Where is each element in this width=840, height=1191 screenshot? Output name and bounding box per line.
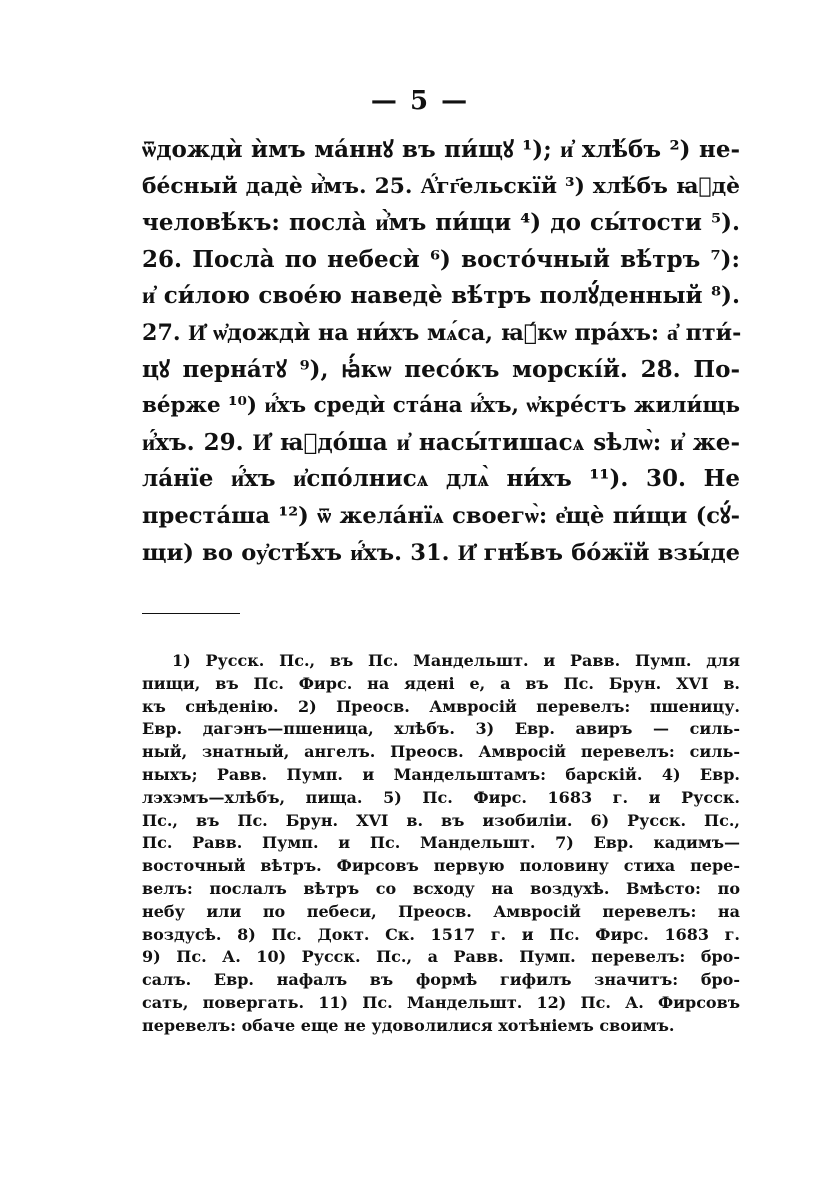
text-line: бе́сный дадѐ и҆̀мъ. 25. А҆́гг҃ельскїй ³) хлѣ́бъ ꙗ҆дѐ bbox=[142, 173, 740, 199]
footnote-line: восточный вѣтръ. Фирсовъ первую половину стиха пере- bbox=[142, 856, 740, 876]
footnote-line: пищи, въ Пс. Фирс. на ядені е, а въ Пс. Брун. XVI в. bbox=[142, 673, 740, 693]
footnote-line: воздусѣ. 8) Пс. Докт. Ск. 1517 г. и Пс. Фирс. 1683 г. bbox=[142, 924, 740, 944]
footnote-line: сать, повергать. 11) Пс. Мандельшт. 12) Пс. А. Фирсовъ bbox=[142, 992, 740, 1012]
footnote-line: ныхъ; Равв. Пумп. и Мандельштамъ: барскій. 4) Евр. bbox=[142, 764, 740, 784]
footnote-line: Евр. дагэнъ—пшеница, хлѣбъ. 3) Евр. авиръ — силь- bbox=[142, 719, 740, 739]
footnote-line: 9) Пс. А. 10) Русск. Пс., а Равв. Пумп. перевелъ: бро- bbox=[142, 947, 740, 967]
text-line: и҆́хъ. 29. И҆ ꙗ҆до́ша и҆ насы́тишасѧ ѕѣлѡ̀: и҆ же- bbox=[142, 428, 740, 456]
text-line: 26. Посла̀ по небесѝ ⁶) восто́чный вѣ́тръ ⁷): bbox=[142, 245, 740, 273]
footnote-line: лэхэмъ—хлѣбъ, пища. 5) Пс. Фирс. 1683 г. и Русск. bbox=[142, 787, 740, 807]
text-line: ве́рже ¹⁰) и҆́хъ средѝ ста́на и҆́хъ, ѡ҆кре́стъ жили́щь bbox=[142, 393, 740, 419]
text-line: щи) во оу҆стѣ́хъ и҆́хъ. 31. И҆ гнѣ́въ бо́жїй взы́де bbox=[142, 539, 740, 566]
footnote-line: 1) Русск. Пс., въ Пс. Мандельшт. и Равв. Пумп. для bbox=[172, 651, 740, 670]
footnote-line: ный, знатный, ангелъ. Преосв. Амвросій перевелъ: силь- bbox=[142, 742, 740, 762]
text-line: преста́ша ¹²) ѿ жела́нїѧ своегѡ̀: е҆щѐ пи́щи (сꙋ́- bbox=[142, 502, 740, 529]
text-line: ла́нїе и҆́хъ и҆спо́лнисѧ длѧ̀ ни́хъ ¹¹). 30. Не bbox=[142, 465, 740, 493]
text-line: и҆ си́лою свое́ю наведѐ вѣ́тръ полꙋ́денный ⁸). bbox=[142, 282, 740, 310]
text-line: цꙋ перна́тꙋ ⁹), ꙗ҆́кѡ песо́къ морскі́й. 28. По- bbox=[142, 355, 740, 383]
main-text-block bbox=[142, 132, 740, 571]
footnotes-block bbox=[142, 650, 740, 1038]
footnote-line: Пс., въ Пс. Брун. XVI в. въ изобиліи. 6) Русск. Пс., bbox=[142, 810, 740, 830]
text-line: человѣ́къ: посла̀ и҆̀мъ пи́щи ⁴) до сы́тости ⁵). bbox=[142, 209, 740, 237]
text-line: ѿдождѝ ѝмъ ма́ннꙋ въ пи́щꙋ ¹); и҆ хлѣ́бъ ²) не- bbox=[142, 136, 740, 163]
footnote-line: небу или по пебеси, Преосв. Амвросій перевелъ: на bbox=[142, 901, 740, 921]
footnote-line: салъ. Евр. нафалъ въ формѣ гифилъ значитъ: бро- bbox=[142, 970, 740, 990]
footnote-line: велъ: послалъ вѣтръ со всходу на воздухѣ. Вмѣсто: по bbox=[142, 878, 740, 898]
text-line: 27. И҆ ѡ҆дождѝ на ни́хъ мѧ́са, ꙗ҆́кѡ пра́хъ: а҆ пти́- bbox=[142, 319, 742, 346]
page-number: — 5 — bbox=[370, 86, 470, 116]
footnote-divider bbox=[142, 613, 240, 614]
footnote-line: перевелъ: обаче еще не удоволилися хотѣніемъ своимъ. bbox=[142, 1015, 675, 1035]
footnote-line: Пс. Равв. Пумп. и Пс. Мандельшт. 7) Евр. кадимъ— bbox=[142, 833, 740, 853]
footnote-line: къ снѣденію. 2) Преосв. Амвросій перевелъ: пшеницу. bbox=[142, 696, 740, 716]
